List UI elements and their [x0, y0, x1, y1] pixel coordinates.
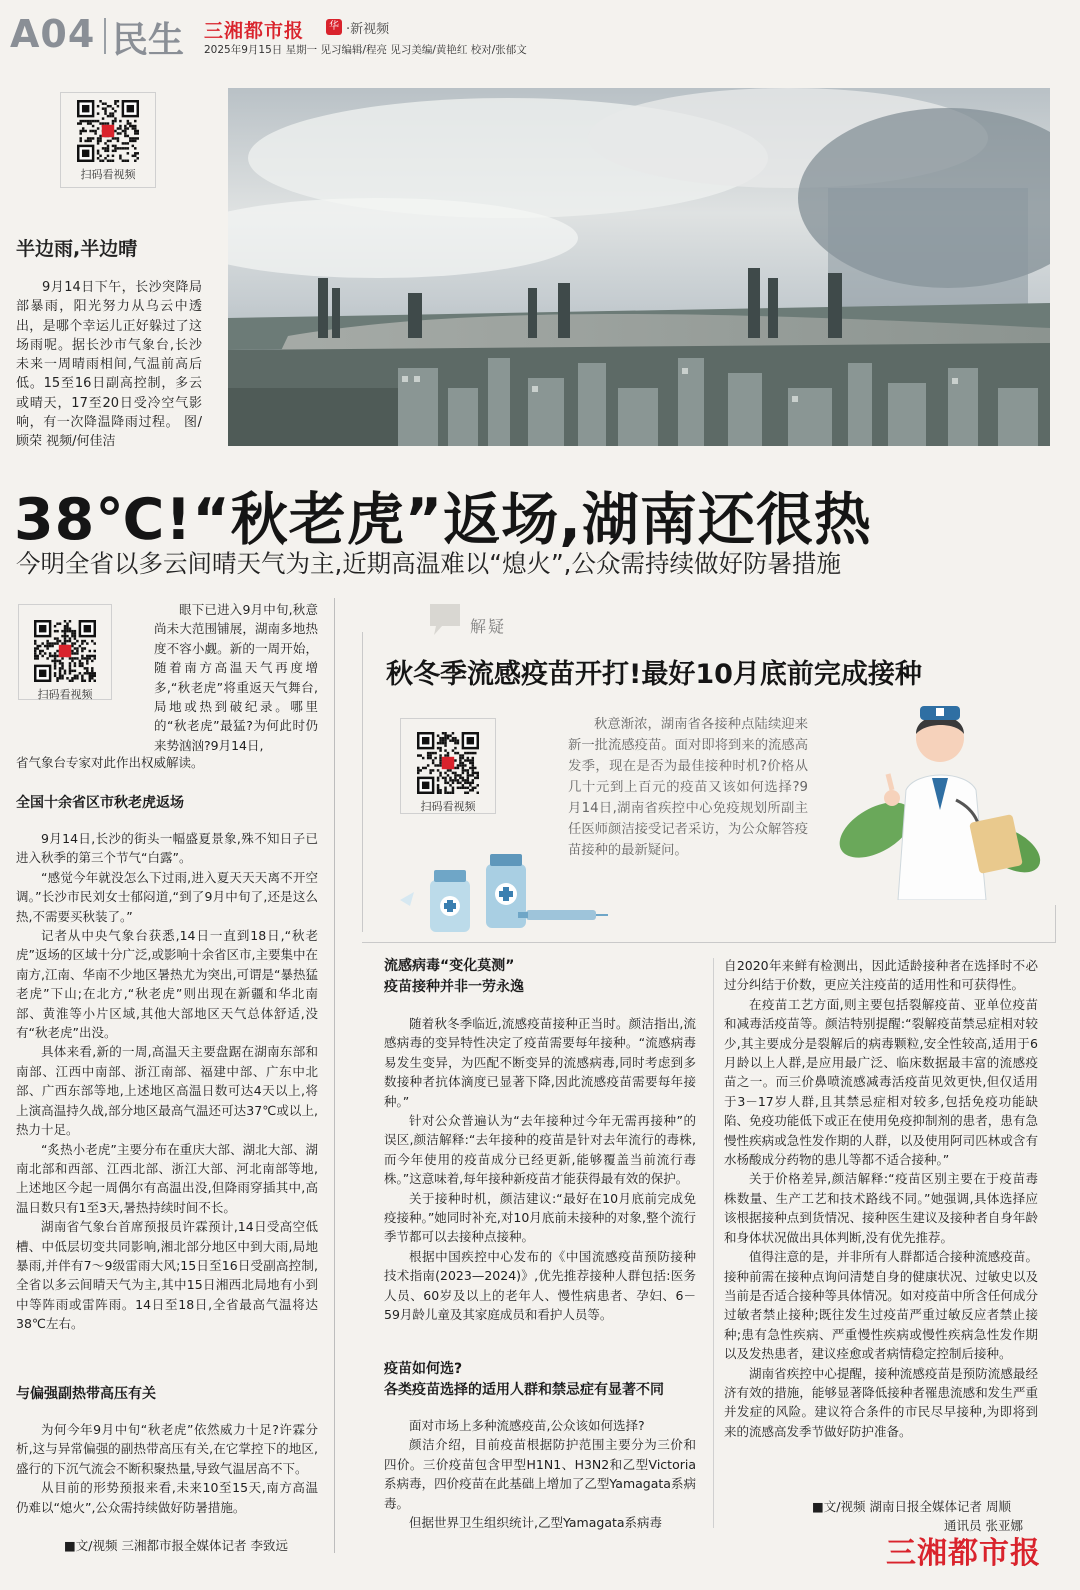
qr-video-feature[interactable] — [402, 732, 494, 814]
section-name: 民生 — [112, 20, 185, 61]
feature-intro: 秋意渐浓，湖南省各接种点陆续迎来新一批流感疫苗。面对即将到来的流感高发季，现在是否为最佳接种时机?价格从几十元到上百元的疫苗又该如何选择?9月14日,湖南省疾控中心免疫规划所副主任医师颜洁接受记者采访，为公众解答疫苗接种的最新疑问。 — [568, 717, 808, 858]
feature-body-2 — [384, 1416, 696, 1532]
issue-line: 2025年9月15日 星期一 见习编辑/程亮 见习美编/黄艳红 校对/张郁文 — [204, 44, 527, 56]
section-heading-2: 与偏强副热带高压有关 — [16, 1386, 156, 1402]
paragraph: 自2020年来鲜有检测出，因此适龄接种者在选择时不必过分纠结于价数，更应关注疫苗的适用性和可获得性。 — [724, 958, 1038, 993]
paragraph: 但据世界卫生组织统计,乙型Yamagata系病毒 — [409, 1515, 663, 1531]
paragraph: 根据中国疾控中心发布的《中国流感疫苗预防接种技术指南(2023—2024)》,优先推荐接种人群包括:医务人员、60岁及以上的老年人、慢性病患者、孕妇、6－59月龄儿童及其家庭成员和看护人员等。 — [384, 1248, 696, 1323]
feature-body-1 — [384, 1014, 696, 1325]
paragraph: 记者从中央气象台获悉,14日一直到18日,“秋老虎”返场的区域十分广泛,或影响十余省区市,主要集中在南方,江南、华南不少地区暑热尤为突出,可谓是“暴热猛老虎”下山;在北方,“秋老虎”则出现在新疆和华北南部、黄淮等小片区域,其他大部地区天气总体舒适,没有“秋老虎”出没。 — [16, 928, 318, 1041]
feature-byline-2: 通讯员 张亚娜 — [944, 1518, 1023, 1533]
photo-story-text: 9月14日下午，长沙突降局部暴雨，阳光努力从乌云中透出，是哪个幸运儿正好躲过了这场雨呢。据长沙市气象台,长沙未来一周晴雨相间,气温前高后低。15至16日副高控制，多云或晴天，17至20日受冷空气影响，有一次降温降雨过程。 图/顾荣 视频/何佳洁 — [16, 280, 202, 450]
paragraph: 面对市场上多种流感疫苗,公众该如何选择? — [409, 1418, 645, 1433]
feature-right-rule — [1055, 905, 1056, 943]
paragraph: 值得注意的是，并非所有人群都适合接种流感疫苗。接种前需在接种点询问清楚自身的健康状况、过敏史以及当前是否适合接种等具体情况。如对疫苗中所含任何成分过敏者禁止接种;既往发生过疫苗严重过敏反应者禁止接种;患有急性疾病、严重慢性疾病或慢性疾病急性发作期以及发热患者，建议痊愈或者病情稳定控制后接种。 — [724, 1249, 1038, 1362]
feature-heading-2: 疫苗如何选? — [384, 1361, 463, 1377]
feature-bottom-rule — [362, 942, 1056, 943]
photo-story-title: 半边雨,半边晴 — [16, 238, 138, 260]
qr-video-top[interactable] — [64, 100, 152, 182]
byline: ■文/视频 三湘都市报全媒体记者 李致远 — [64, 1538, 288, 1553]
column-divider — [334, 598, 335, 1553]
qr-video-left[interactable] — [20, 620, 110, 702]
paragraph: 关于价格差异,颜洁解释:“疫苗区别主要在于疫苗毒株数量、生产工艺和技术路线不同。”她强调,具体选择应该根据接种点到货情况、接种医生建议及接种者自身年龄和身体状况做出具体判断,没有优先推荐。 — [724, 1171, 1038, 1245]
paragraph: 针对公众普遍认为“去年接种过今年无需再接种”的误区,颜洁解释:“去年接种的疫苗是针对去年流行的毒株,而今年使用的疫苗成分已经更新,能够覆盖当前流行毒株。”这意味着,每年接种新疫苗才能获得最有效的保护。 — [384, 1113, 696, 1187]
paragraph: 湖南省气象台首席预报员许霖预计,14日受高空低槽、中低层切变共同影响,湘北部分地区中到大雨,局地暴雨,并伴有7～9级雷雨大风;15日至16日受副高控制,全省以多云间晴天气为主,其中15日湘西北局地有小到中等阵雨或雷阵雨。14日至18日,全省最高气温将达38℃左右。 — [16, 1219, 318, 1332]
article-intro: 眼下已进入9月中旬,秋意尚未大范围铺展，湖南多地热度不容小觑。新的一周开始，随着南方高温天气再度增多,“秋老虎”将重返天气舞台,局地或热到破纪录。哪里的“秋老虎”最猛?为何此时仍来势汹汹?9月14日, — [154, 602, 318, 753]
qr-code-icon — [77, 100, 139, 162]
qr-code-icon — [34, 620, 96, 682]
headline: 38℃!“秋老虎”返场,湖南还很热 — [14, 487, 872, 553]
feature-heading-1: 流感病毒“变化莫测” — [384, 958, 515, 974]
vaccine-illustration — [400, 840, 610, 940]
feature-left-rule — [362, 632, 363, 932]
qr-caption: 扫码看视频 — [80, 168, 136, 181]
paragraph: “感觉今年就没怎么下过雨,进入夏天天天离不开空调。”长沙市民刘女士郁闷道,“到了9月中旬了,还是这么热,不需要买秋装了。” — [16, 869, 318, 924]
section-body-1 — [16, 829, 318, 1334]
paragraph: 为何今年9月中旬“秋老虎”依然威力十足?许霖分析,这与异常偏强的副热带高压有关,在它掌控下的地区,盛行的下沉气流会不断积聚热量,导致气温居高不下。 — [16, 1422, 318, 1476]
footer-paper-logo: 三湘都市报 — [886, 1536, 1041, 1571]
paragraph: 随着秋冬季临近,流感疫苗接种正当时。颜洁指出,流感病毒的变异特性决定了疫苗需要每年接种。“流感病毒易发生变异，为匹配不断变异的流感病毒,同时考虑到多数接种者抗体滴度已显著下降,因此流感疫苗需要每年接种。” — [384, 1016, 696, 1109]
feature-heading-2b: 各类疫苗选择的适用人群和禁忌症有显著不同 — [384, 1382, 664, 1398]
speech-bubble-icon — [428, 602, 462, 638]
app-name: ·新视频 — [346, 22, 390, 37]
paragraph: 湖南省疾控中心提醒，接种流感疫苗是预防流感最经济有效的措施，能够显著降低接种者罹患流感和发生严重并发症的风险。建议符合条件的市民尽早接种,为即将到来的流感高发季节做好防护准备。 — [724, 1365, 1038, 1439]
feature-title: 秋冬季流感疫苗开打!最好10月底前完成接种 — [386, 659, 922, 690]
paragraph: 从目前的形势预报来看,未来10至15天,南方高温仍难以“熄火”,公众需持续做好防暑措施。 — [16, 1480, 318, 1515]
qr-caption: 扫码看视频 — [37, 688, 93, 701]
page-number: A04 — [10, 12, 96, 56]
doctor-illustration — [836, 700, 1042, 900]
paragraph: 在疫苗工艺方面,则主要包括裂解疫苗、亚单位疫苗和减毒活疫苗等。颜洁特别提醒:“裂解疫苗禁忌症相对较少,其主要成分是裂解后的病毒颗粒,安全性较高,适用于6月龄以上人群,是应用最广泛、临床数据最丰富的流感疫苗之一。而三价鼻喷流感减毒活疫苗见效更快,但仅适用于3－17岁人群,且其禁忌症相对较多,包括免疫功能缺陷、免疫功能低下或正在使用免疫抑制剂的患者，患有急慢性疾病或急性发作期的人群，以及使用阿司匹林或含有水杨酸成分药物的患儿等都不适合接种。” — [724, 996, 1038, 1168]
article-intro-end: 省气象台专家对此作出权威解读。 — [16, 755, 204, 770]
qr-caption: 扫码看视频 — [420, 800, 476, 813]
paragraph: 9月14日,长沙的街头一幅盛夏景象,殊不知日子已进入秋季的第三个节气“白露”。 — [16, 831, 318, 866]
paragraph: “炙热小老虎”主要分布在重庆大部、湖北大部、湖南北部和西部、江西北部、浙江大部、河北南部等地,上述地区今起一周偶尔有高温出没,但降雨穿插其中,高温日数只有1至3天,暑热持续时间不长。 — [16, 1141, 318, 1215]
feature-heading-1b: 疫苗接种并非一劳永逸 — [384, 979, 524, 995]
feature-column-divider — [713, 958, 714, 1528]
qr-code-icon — [417, 732, 479, 794]
subheadline: 今明全省以多云间晴天气为主,近期高温难以“熄火”,公众需持续做好防暑措施 — [16, 549, 841, 578]
paragraph: 关于接种时机，颜洁建议:“最好在10月底前完成免疫接种。”她同时补充,对10月底前未接种的对象,整个流行季节都可以去接种点接种。 — [384, 1190, 696, 1245]
feature-byline: ■文/视频 湖南日报全媒体记者 周顺 — [812, 1499, 1011, 1514]
city-rain-photo — [228, 88, 1050, 446]
section-body-2 — [16, 1420, 318, 1517]
section-heading-1: 全国十余省区市秋老虎返场 — [16, 795, 184, 811]
paragraph: 颜洁介绍，目前疫苗根据防护范围主要分为三价和四价。三价疫苗包含甲型H1N1、H3N2和乙型Victoria系病毒，四价疫苗在此基础上增加了乙型Yamagata系病毒。 — [384, 1437, 696, 1511]
paper-logo: 三湘都市报 — [204, 20, 305, 42]
feature-tag: 解疑 — [470, 617, 507, 636]
app-badge-icon: 华 — [326, 19, 342, 35]
paragraph: 具体来看,新的一周,高温天主要盘踞在湖南东部和南部、江西中南部、浙江南部、福建中部、广东中北部、广西东部等地,上述地区高温日数可达4天以上,将上演高温持久战,部分地区最高气温还可达37℃或以上,热力十足。 — [16, 1044, 318, 1138]
masthead-divider — [104, 18, 106, 54]
feature-body-3 — [724, 956, 1038, 1441]
